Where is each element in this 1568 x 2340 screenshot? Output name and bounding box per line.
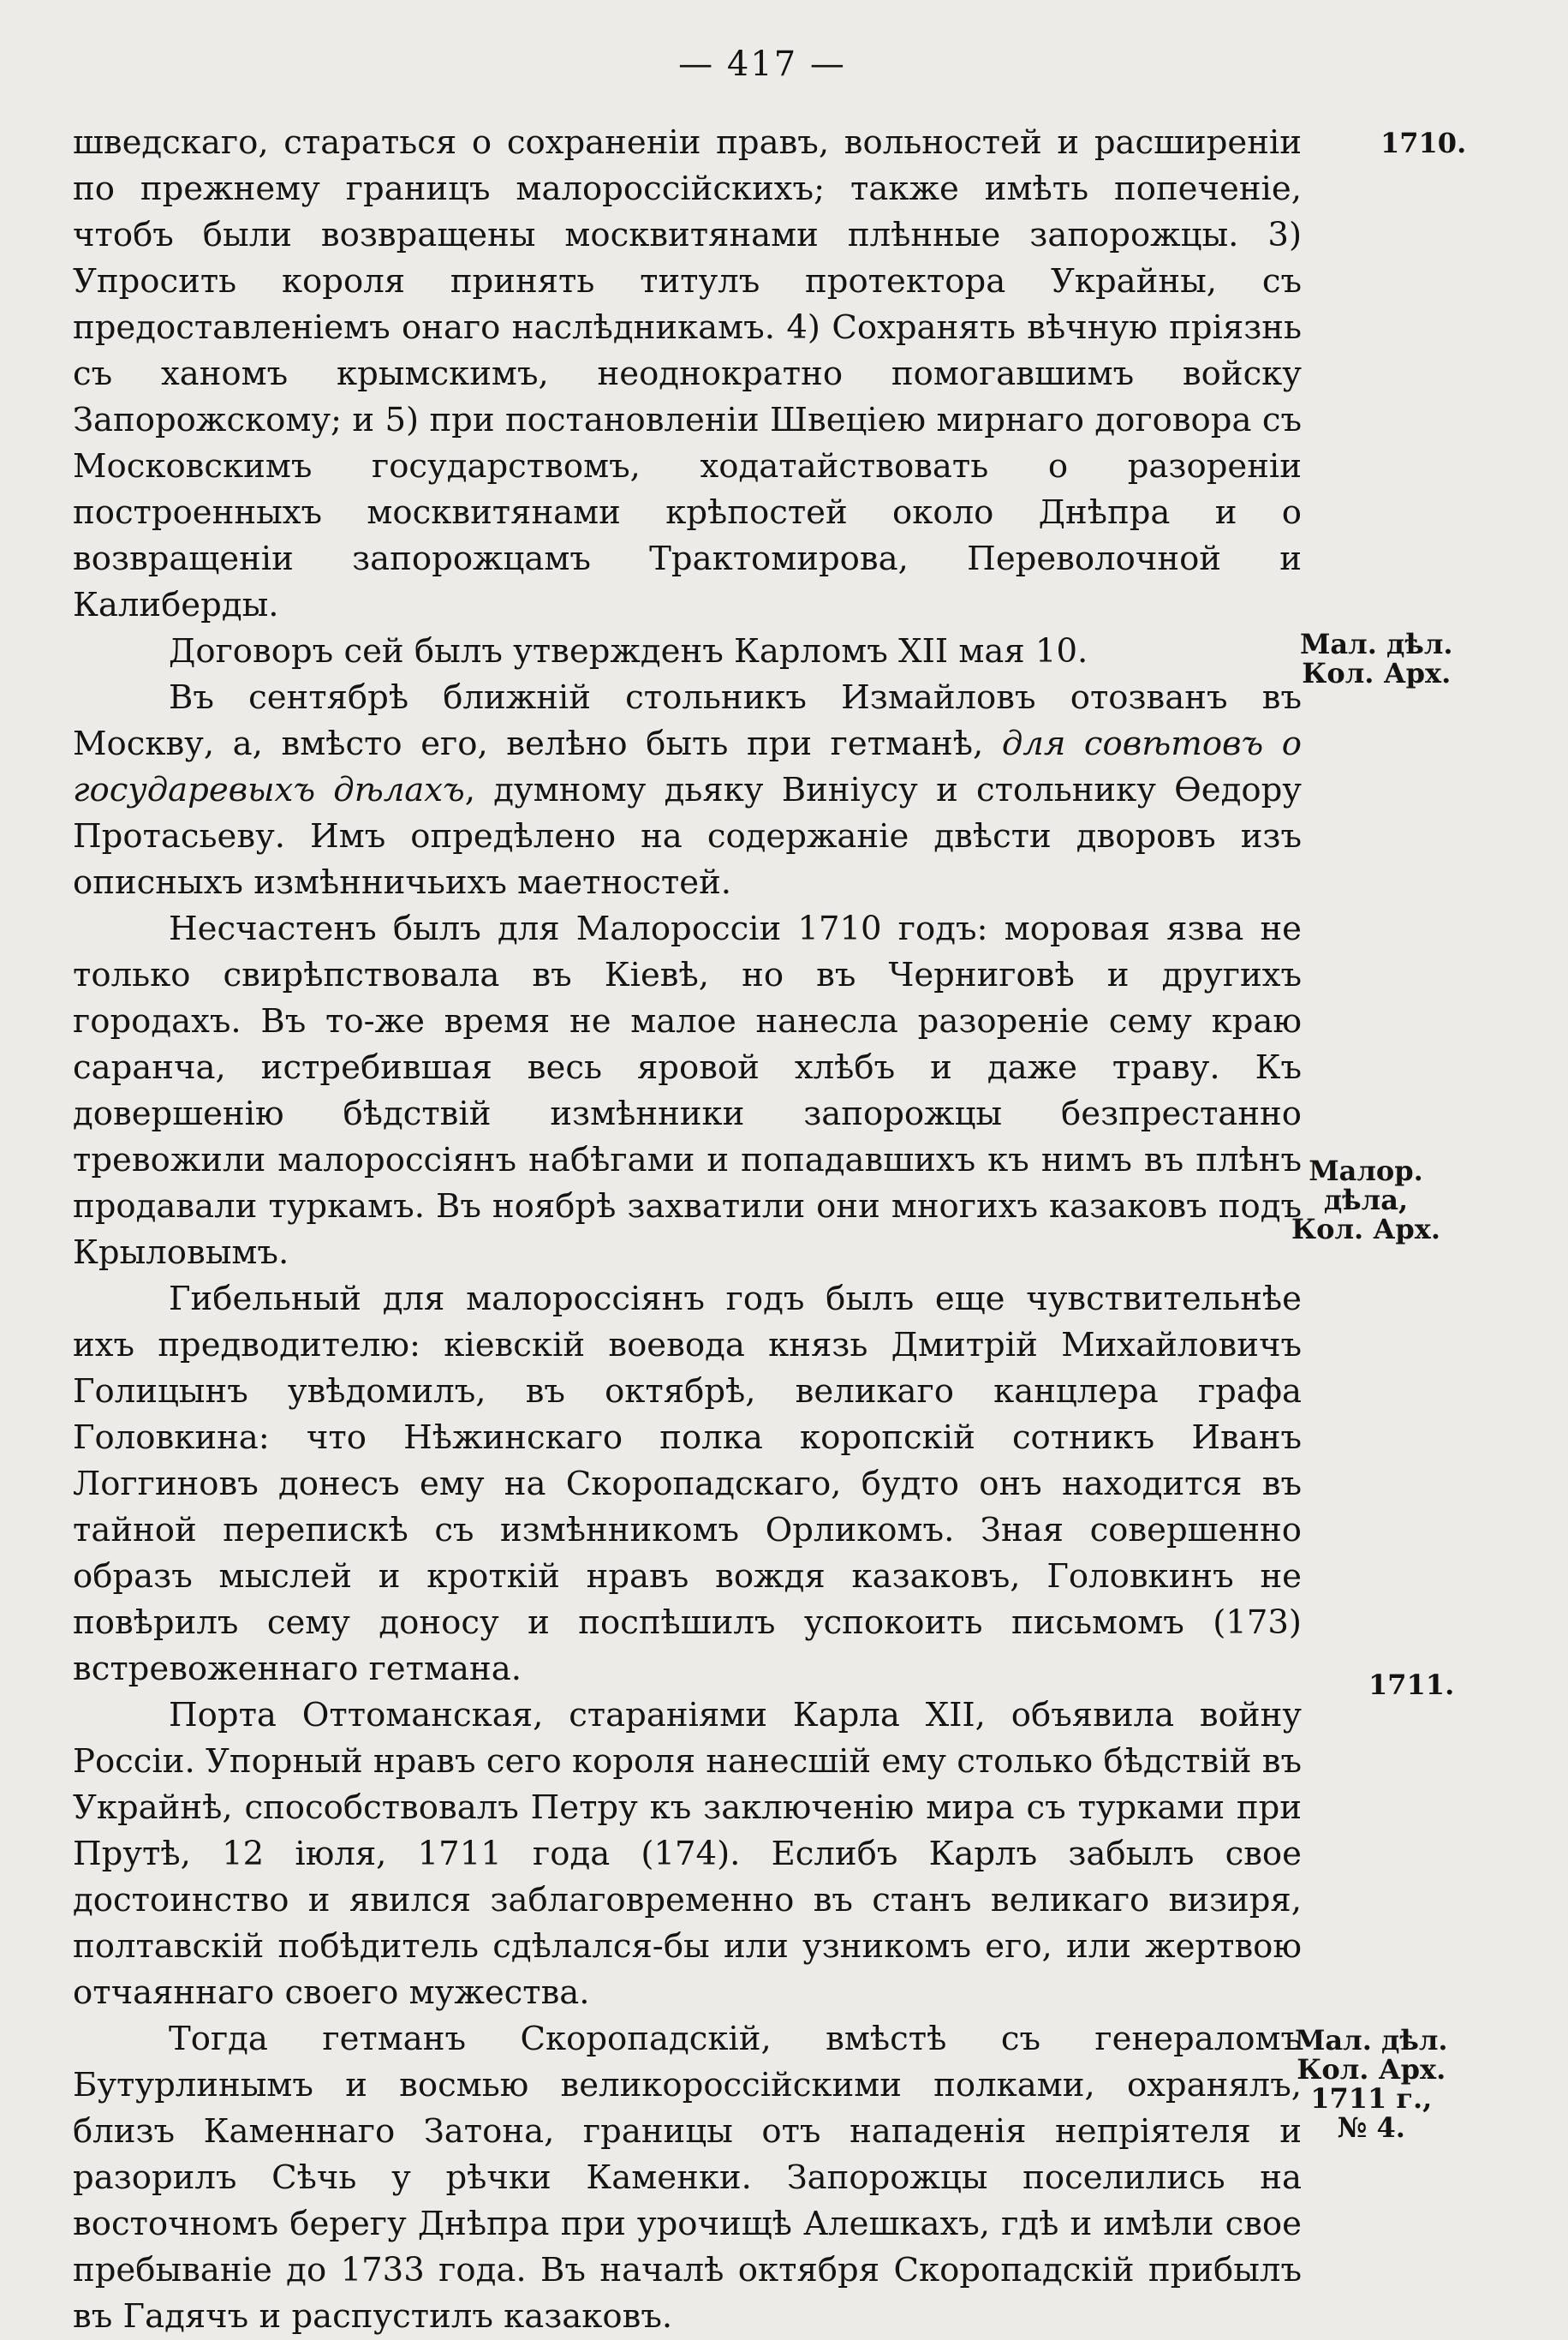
paragraph-2: Договоръ сей былъ утвержденъ Карломъ XII мая 10. xyxy=(169,632,1088,671)
margin-note-archive-1 xyxy=(1300,630,1453,688)
margin-line: Мал. дѣл. xyxy=(1300,628,1453,660)
paragraph-3-italic-phrase: для совѣтовъ о государевыхъ дѣлахъ xyxy=(73,725,1302,809)
margin-line: Мал. дѣл. xyxy=(1295,2024,1448,2056)
paragraph-3-text-after: , думному дьяку Виніусу и стольнику Ѳедору Протасьеву. Имъ опредѣлено на содержаніе двѣсти дворовъ изъ описныхъ измѣнничьихъ маетностей. xyxy=(73,771,1302,902)
margin-year-1710 xyxy=(1380,128,1466,158)
paragraph-6: Порта Оттоманская, стараніями Карла XII, объявила войну Россіи. Упорный нравъ сего короля нанесшій ему столько бѣдствій въ Украйнѣ, способствовалъ Петру къ заключенію мира съ турками при Прутѣ, 12 іюля, 1711 года (174). Еслибъ Карлъ забылъ свое достоинство и явился заблаговременно въ станъ великаго визиря, полтавскій побѣдитель сдѣлался-бы или узникомъ его, или жертвою отчаяннаго своего мужества. xyxy=(73,1696,1302,2012)
margin-note-archive-3 xyxy=(1295,2026,1448,2142)
margin-line: 1710. xyxy=(1380,127,1467,159)
paragraph-7: Тогда гетманъ Скоропадскій, вмѣстѣ съ генераломъ Бутурлинымъ и восмью великороссійскими полками, охранялъ, близъ Каменнаго Затона, границы отъ нападенія непріятеля и разорилъ Сѣчь у рѣчки Каменки. Запорожцы поселились на восточномъ берегу Днѣпра при урочищѣ Алешкахъ, гдѣ и имѣли свое пребываніе до 1733 года. Въ началѣ октября Скоропадскій прибылъ въ Гадячъ и распустилъ казаковъ. xyxy=(73,2020,1302,2336)
margin-line: № 4. xyxy=(1337,2111,1405,2144)
paragraph-5: Гибельный для малороссіянъ годъ былъ еще чувствительнѣе ихъ предводителю: кіевскій воевода князь Дмитрій Михайловичъ Голицынъ увѣдомилъ, въ октябрѣ, великаго канцлера графа Головкина: что Нѣжинскаго полка коропскій сотникъ Иванъ Логгиновъ донесъ ему на Скоропадскаго, будто онъ находится въ тайной перепискѣ съ измѣнникомъ Орликомъ. Зная совершенно образъ мыслей и кроткій нравъ вождя казаковъ, Головкинъ не повѣрилъ сему доносу и поспѣшилъ успокоить письмомъ (173) встревоженнаго гетмана. xyxy=(73,1280,1302,1688)
margin-line: Кол. Арх. xyxy=(1297,2053,1446,2086)
margin-line: 1711. xyxy=(1368,1668,1455,1701)
page-number: — 417 — xyxy=(678,45,846,84)
paragraph-1: шведскаго, стараться о сохраненіи правъ, вольностей и расширеніи по прежнему границъ малороссійскихъ; также имѣть попеченіе, чтобъ были возвращены москвитянами плѣнные запорожцы. 3) Упросить короля принять титулъ протектора Украйны, съ предоставленіемъ онаго наслѣдникамъ. 4) Сохранять вѣчную пріязнь съ ханомъ крымскимъ, неоднократно помогавшимъ войску Запорожскому; и 5) при постановленіи Швеціею мирнаго договора съ Московскимъ государствомъ, ходатайствовать о разореніи построенныхъ москвитянами крѣпостей около Днѣпра и о возвращеніи запорожцамъ Трактомирова, Переволочной и Калиберды. xyxy=(73,123,1302,624)
margin-line: Кол. Арх. xyxy=(1291,1213,1440,1245)
margin-line: Малор. xyxy=(1309,1155,1423,1187)
margin-note-archive-2 xyxy=(1291,1156,1440,1244)
margin-line: дѣла, xyxy=(1323,1184,1409,1216)
paragraph-3 xyxy=(73,675,1302,906)
margin-line: Кол. Арх. xyxy=(1302,657,1452,689)
main-text xyxy=(73,120,1302,2340)
paragraph-3-text-before: Въ сентябрѣ ближній стольникъ Измайловъ отозванъ въ Москву, а, вмѣсто его, велѣно быть при гетманѣ, xyxy=(73,678,1302,763)
paragraph-4: Несчастенъ былъ для Малороссіи 1710 годъ: моровая язва не только свирѣпствовала въ Кіевѣ, но въ Черниговѣ и другихъ городахъ. Въ то-же время не малое нанесла разореніе сему краю саранча, истребившая весь яровой хлѣбъ и даже траву. Къ довершенію бѣдствій измѣнники запорожцы безпрестанно тревожили малороссіянъ набѣгами и попадавшихъ къ нимъ въ плѣнъ продавали туркамъ. Въ ноябрѣ захватили они многихъ казаковъ подъ Крыловымъ. xyxy=(73,910,1302,1272)
margin-year-1711 xyxy=(1368,1670,1454,1699)
margin-line: 1711 г., xyxy=(1310,2082,1433,2115)
